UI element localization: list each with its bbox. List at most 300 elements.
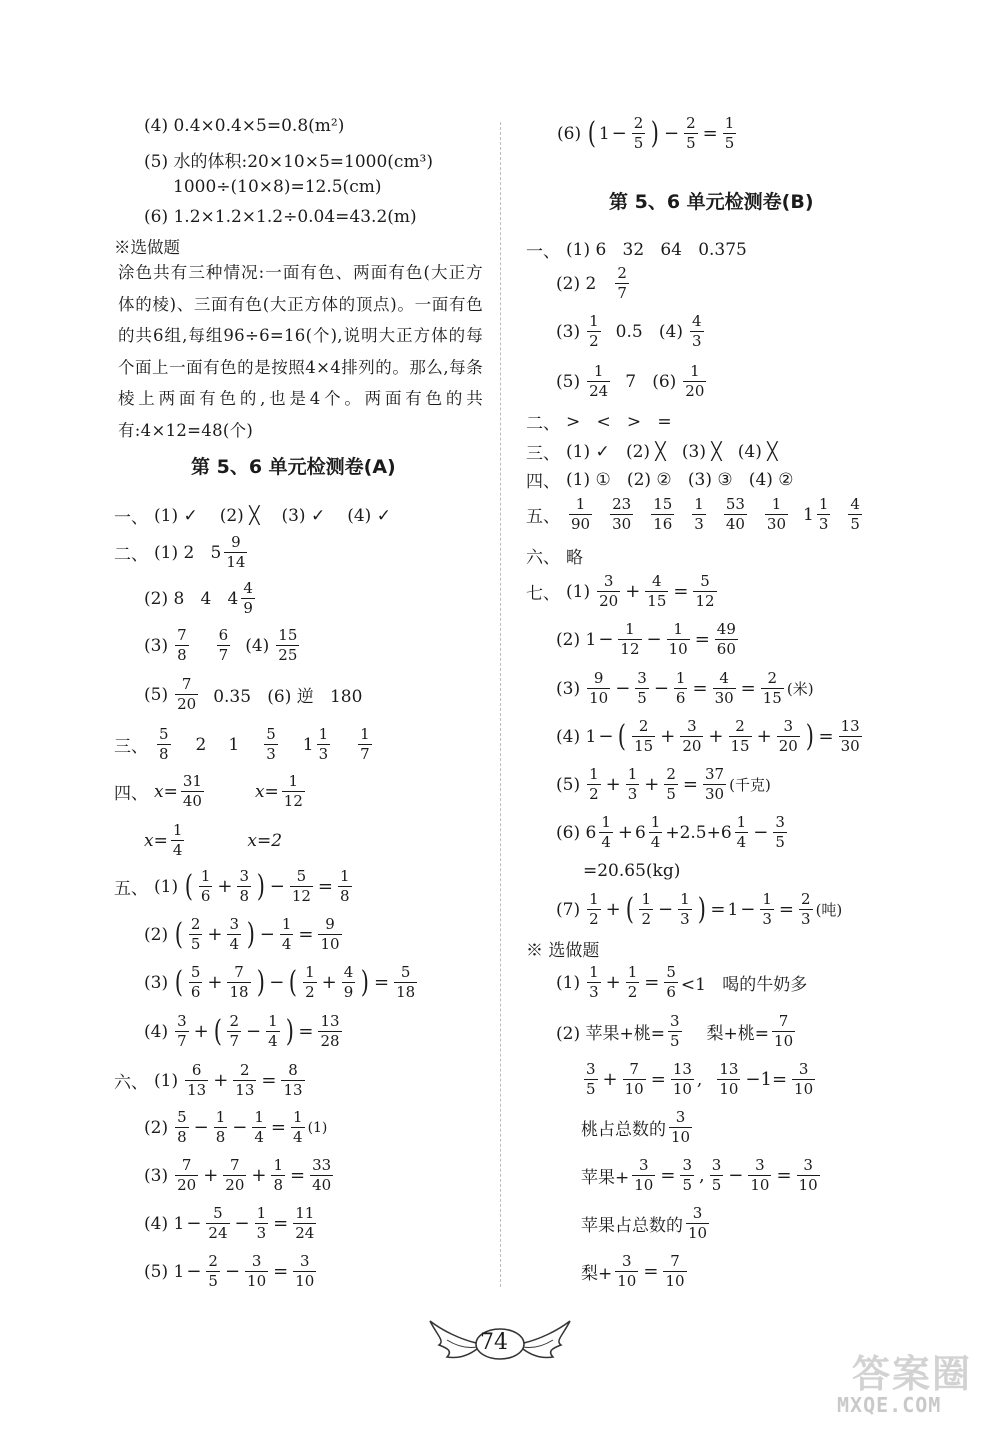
numerator: 7 <box>670 1252 680 1270</box>
answer-text: 0.35 (6) 逆 180 <box>213 687 363 707</box>
fraction <box>587 965 601 1000</box>
answer-text: 略 <box>566 548 583 568</box>
answer-text: (6) <box>557 123 582 144</box>
denominator: 4 <box>293 1128 303 1146</box>
fraction <box>223 1158 246 1193</box>
numerator: 1 <box>680 890 690 908</box>
numerator: 1 <box>771 495 782 513</box>
fraction <box>792 1062 815 1097</box>
whole-number: 1 <box>598 123 610 144</box>
numerator: 2 <box>666 765 676 783</box>
denominator: 14 <box>226 553 246 571</box>
a-section-2-row-1 <box>114 535 250 570</box>
a-section-5-row-2: (2) ( $\frac{2}{5}$ + $\frac{3}{4}$ ) − $\frac{1}{4}$ = $\frac{9}{10}$ <box>144 915 340 953</box>
numerator: 13 <box>672 1060 692 1078</box>
fraction <box>175 1014 189 1049</box>
watermark-logo: 答案圈 <box>852 1352 973 1396</box>
denominator: 6 <box>190 983 201 1001</box>
denominator: 10 <box>688 1224 708 1242</box>
numerator: 1 <box>675 669 686 687</box>
denominator: 30 <box>612 515 632 533</box>
numerator: 9 <box>593 669 604 687</box>
numerator: 1 <box>172 821 183 839</box>
denominator: 3 <box>762 910 772 928</box>
numerator: 1 <box>589 890 599 908</box>
fraction <box>632 719 655 754</box>
fraction <box>358 727 372 762</box>
fraction <box>669 1110 692 1145</box>
a-section-2-row-3 <box>144 628 302 663</box>
numerator: 1 <box>593 362 604 380</box>
answer-text: (5) <box>144 684 169 705</box>
numerator: 2 <box>686 114 696 132</box>
whole-number: 6 <box>634 822 646 843</box>
denominator: 2 <box>627 983 638 1001</box>
numerator: 2 <box>801 890 811 908</box>
answer-text: +2.5+6 <box>665 822 732 843</box>
denominator: 10 <box>665 1272 685 1290</box>
denominator: 4 <box>650 833 661 851</box>
b-optional-row-7: 梨+ $\frac{3}{10}$ = $\frac{7}{10}$ <box>581 1252 685 1290</box>
a-section-4-row-1 <box>114 774 308 809</box>
fraction <box>618 622 641 657</box>
fraction <box>233 1063 256 1098</box>
answer-text: (1) ✓ <box>154 505 198 526</box>
fraction <box>175 628 189 663</box>
b-section-1-row-2 <box>556 266 632 301</box>
fraction <box>729 719 752 754</box>
numerator: 7 <box>181 675 192 693</box>
fraction <box>651 497 674 532</box>
answer-text: 1 <box>228 734 240 755</box>
numerator: 1 <box>601 813 611 831</box>
numerator: 3 <box>239 867 249 885</box>
denominator: 8 <box>215 1128 226 1146</box>
denominator: 20 <box>685 382 705 400</box>
answer-text: 桃占总数的 <box>581 1120 666 1140</box>
numerator: 15 <box>278 626 298 644</box>
a-section-5-row-4: (4) $\frac{3}{7}$ + ( $\frac{2}{7}$ − $\frac{1}{4}$ ) = $\frac{13}{28}$ <box>144 1012 340 1050</box>
fraction <box>569 497 592 532</box>
denominator: 12 <box>695 592 715 610</box>
numerator: 4 <box>343 963 354 981</box>
denominator: 6 <box>666 983 676 1001</box>
numerator: 1 <box>215 1108 226 1126</box>
fraction <box>667 622 690 657</box>
fraction <box>678 892 692 927</box>
denominator: 10 <box>624 1080 644 1098</box>
fraction <box>338 869 352 904</box>
denominator: 3 <box>266 745 276 763</box>
answer-5a <box>144 147 433 172</box>
fraction <box>765 497 788 532</box>
denominator: 30 <box>714 689 734 707</box>
fraction <box>713 671 736 706</box>
numerator: 5 <box>177 1108 187 1126</box>
fraction <box>227 1014 241 1049</box>
denominator: 2 <box>589 332 599 350</box>
denominator: 5 <box>711 1176 722 1194</box>
answer-text: (1) <box>566 581 591 602</box>
fraction <box>266 1014 280 1049</box>
denominator: 5 <box>669 1032 680 1050</box>
a-section-6-row-4: (4) 1 − $\frac{5}{24}$ − $\frac{1}{3}$ = $\frac{11}{24}$ <box>144 1204 315 1242</box>
answer-text: (5) 水的体积:20×10×5=1000(cm³) <box>144 152 434 172</box>
denominator: 15 <box>762 689 782 707</box>
numerator: 7 <box>234 963 244 981</box>
b-section-7-row-1: 七、 (1) $\frac{3}{20}$ + $\frac{4}{15}$ = $\frac{5}{12}$ <box>526 572 715 610</box>
section-label: 二、 <box>526 414 560 434</box>
answer-text: (6) 1.2×1.2×1.2÷0.04=43.2(m) <box>144 207 417 227</box>
a-section-2-row-2 <box>144 581 258 616</box>
denominator: 20 <box>599 592 619 610</box>
numerator: 3 <box>803 1156 813 1174</box>
answer-text: x= <box>154 781 178 802</box>
numerator: 1 <box>690 362 700 380</box>
fraction <box>715 622 738 657</box>
b-optional-label <box>526 936 599 961</box>
numerator: 37 <box>705 765 725 783</box>
fraction <box>686 1206 709 1241</box>
fraction <box>584 1062 598 1097</box>
fraction <box>317 727 331 762</box>
fraction <box>293 1206 316 1241</box>
answer-4 <box>144 116 344 136</box>
fraction <box>761 671 784 706</box>
fraction <box>684 116 698 151</box>
denominator: 8 <box>159 745 169 763</box>
fraction <box>693 574 716 609</box>
numerator: 5 <box>296 867 307 885</box>
section-label: 四、 <box>114 784 148 804</box>
denominator: 20 <box>177 1176 197 1194</box>
denominator: 60 <box>716 640 736 658</box>
denominator: 4 <box>268 1032 278 1050</box>
denominator: 15 <box>634 737 654 755</box>
denominator: 5 <box>637 689 647 707</box>
denominator: 40 <box>182 792 202 810</box>
fraction <box>773 815 787 850</box>
numerator: 5 <box>666 963 676 981</box>
answer-text: (1) ✓ (2) ╳ (3) ╳ (4) ╳ <box>566 441 778 462</box>
numerator: 1 <box>762 890 772 908</box>
denominator: 10 <box>295 1272 315 1290</box>
denominator: 5 <box>682 1176 692 1194</box>
answer-text: (4) 1 <box>144 1213 185 1234</box>
answer-text: (2) <box>144 1117 169 1138</box>
a-section-1 <box>114 503 391 528</box>
answer-text: (1) <box>154 876 179 897</box>
denominator: 2 <box>589 785 599 803</box>
denominator: 10 <box>798 1176 818 1194</box>
fraction <box>626 767 640 802</box>
b-section-3 <box>526 439 778 464</box>
fraction <box>797 1158 820 1193</box>
numerator: 1 <box>288 772 299 790</box>
fraction <box>255 1206 269 1241</box>
numerator: 2 <box>240 1061 250 1079</box>
answer-text: (3) ✓ <box>281 505 326 526</box>
numerator: 2 <box>208 1252 218 1270</box>
numerator: 1 <box>589 312 599 330</box>
a-section-3 <box>114 727 375 762</box>
numerator: 1 <box>627 963 638 981</box>
answer-text: (4) 1 <box>556 726 597 747</box>
denominator: 4 <box>172 841 183 859</box>
section-label: 一、 <box>526 242 560 262</box>
fraction <box>342 965 356 1000</box>
fraction <box>293 1254 316 1289</box>
numerator: 23 <box>612 495 632 513</box>
fraction <box>217 628 231 663</box>
section-label: 二、 <box>114 545 148 565</box>
denominator: 12 <box>283 792 303 810</box>
fraction <box>635 671 649 706</box>
denominator: 8 <box>177 646 187 664</box>
fraction <box>237 869 251 904</box>
numerator: 1 <box>200 867 211 885</box>
fraction <box>597 574 620 609</box>
numerator: 3 <box>637 669 647 687</box>
answer-text: (1) ① (2) ② (3) ③ (4) ② <box>566 469 794 490</box>
denominator: 7 <box>617 284 627 302</box>
fraction <box>587 892 601 927</box>
denominator: 5 <box>633 134 644 152</box>
denominator: 4 <box>736 833 747 851</box>
denominator: 10 <box>794 1080 814 1098</box>
fraction <box>241 581 255 616</box>
answer-text: <1 喝的牛奶多 <box>680 975 808 995</box>
denominator: 4 <box>601 833 611 851</box>
denominator: 5 <box>208 1272 218 1290</box>
fraction <box>703 767 726 802</box>
denominator: 25 <box>278 646 298 664</box>
fraction <box>615 1254 638 1289</box>
denominator: 2 <box>305 983 315 1001</box>
fraction <box>664 767 678 802</box>
answer-text: 苹果+ <box>581 1168 630 1188</box>
denominator: 8 <box>340 887 350 905</box>
fraction <box>668 1014 682 1049</box>
numerator: 1 <box>627 765 638 783</box>
answer-text: , <box>696 1069 703 1090</box>
denominator: 10 <box>719 1080 739 1098</box>
denominator: 20 <box>177 695 197 713</box>
numerator: 5 <box>190 963 201 981</box>
b-section-1-row-5 <box>556 364 709 399</box>
denominator: 10 <box>589 689 609 707</box>
fraction <box>632 1158 655 1193</box>
b-section-5 <box>526 497 865 532</box>
answer-text: (4) <box>245 635 270 656</box>
denominator: 16 <box>653 515 673 533</box>
section-label: 三、 <box>526 444 560 464</box>
b-optional-row-6 <box>581 1206 712 1241</box>
denominator: 3 <box>691 332 702 350</box>
numerator: 1 <box>818 495 829 513</box>
numerator: 13 <box>840 717 860 735</box>
b-optional-row-5: 苹果+ $\frac{3}{10}$ = $\frac{3}{5}$ , $\frac{3}{5}$ − $\frac{3}{10}$ = $\frac{3}{10}$ <box>581 1156 818 1194</box>
numerator: 7 <box>629 1060 639 1078</box>
denominator: 24 <box>295 1224 315 1242</box>
denominator: 10 <box>634 1176 654 1194</box>
fraction <box>276 628 299 663</box>
whole-number: 1 <box>803 504 814 525</box>
answer-text: (5) <box>556 774 581 795</box>
numerator: 1 <box>268 1012 278 1030</box>
denominator: 5 <box>686 134 696 152</box>
a-section-5-row-1: 五、 (1) ( $\frac{1}{6}$ + $\frac{3}{8}$ ) − $\frac{5}{12}$ = $\frac{1}{8}$ <box>114 867 350 905</box>
denominator: 20 <box>682 737 702 755</box>
answer-text: > < > = <box>566 411 672 432</box>
denominator: 13 <box>283 1081 303 1099</box>
numerator: 3 <box>639 1156 649 1174</box>
whole-number: 1 <box>727 899 739 920</box>
numerator: 2 <box>633 114 644 132</box>
fraction <box>281 1063 304 1098</box>
a-section-4-row-2 <box>144 823 282 858</box>
denominator: 15 <box>730 737 750 755</box>
fraction <box>206 1206 229 1241</box>
denominator: 10 <box>617 1272 637 1290</box>
fraction <box>683 364 706 399</box>
denominator: 24 <box>208 1224 228 1242</box>
numerator: 3 <box>622 1252 632 1270</box>
numerator: 13 <box>320 1012 340 1030</box>
fraction <box>663 1254 686 1289</box>
fraction <box>318 917 341 952</box>
b-optional-row-2 <box>556 1014 798 1049</box>
section-label: 七、 <box>526 584 560 604</box>
fraction <box>264 727 278 762</box>
numerator: 3 <box>669 1012 680 1030</box>
fraction <box>394 965 417 1000</box>
answer-text: (4) <box>144 1021 169 1042</box>
numerator: 1 <box>254 1108 264 1126</box>
section-label: 六、 <box>114 1073 148 1093</box>
numerator: 3 <box>798 1060 809 1078</box>
denominator: 7 <box>218 646 229 664</box>
denominator: 10 <box>668 640 688 658</box>
numerator: 4 <box>850 495 860 513</box>
fraction <box>649 815 663 850</box>
numerator: 3 <box>229 915 239 933</box>
answer-text: (2) <box>144 924 169 945</box>
numerator: 5 <box>213 1204 223 1222</box>
fraction <box>214 1110 228 1145</box>
section-title-a: 第 5、6 单元检测卷(A) <box>191 456 396 478</box>
fraction <box>639 892 653 927</box>
fraction <box>245 1254 268 1289</box>
fraction <box>664 965 678 1000</box>
fraction <box>748 1158 771 1193</box>
denominator: 3 <box>680 910 690 928</box>
whole-number: 1 <box>302 734 314 755</box>
fraction <box>615 266 629 301</box>
numerator: 7 <box>181 1156 192 1174</box>
a-section-6-row-3: (3) $\frac{7}{20}$ + $\frac{7}{20}$ + $\frac{1}{8}$ = $\frac{33}{40}$ <box>144 1156 332 1194</box>
answer-text: (吨) <box>815 901 843 919</box>
numerator: 1 <box>305 963 315 981</box>
denominator: 8 <box>273 1176 284 1194</box>
b-section-7-row-6: (6) 6 $\frac{1}{4}$ + 6 $\frac{1}{4}$ +2.5+6 $\frac{1}{4}$ − $\frac{3}{5}$ <box>556 813 785 851</box>
denominator: 30 <box>840 737 860 755</box>
fraction <box>318 1014 341 1049</box>
numerator: 3 <box>300 1252 310 1270</box>
denominator: 7 <box>177 1032 187 1050</box>
fraction <box>777 719 800 754</box>
answer-text: (3) <box>144 972 169 993</box>
b-section-7-row-4: (4) 1 − ( $\frac{2}{15}$ + $\frac{3}{20}$ + $\frac{2}{15}$ + $\frac{3}{20}$ ) = $\frac{13}{30}$ <box>556 717 860 755</box>
fraction <box>310 1158 333 1193</box>
denominator: 4 <box>281 935 292 953</box>
page-number: 74 <box>480 1330 508 1355</box>
answer-text: (千克) <box>729 776 771 794</box>
numerator: 1 <box>724 114 735 132</box>
answer-text: (1) <box>154 1070 179 1091</box>
denominator: 18 <box>229 983 249 1001</box>
numerator: 4 <box>691 312 702 330</box>
fraction <box>724 497 747 532</box>
fraction <box>303 965 317 1000</box>
fraction <box>817 497 831 532</box>
answer-text: (2) 苹果+桃= <box>556 1024 665 1044</box>
fraction <box>175 677 198 712</box>
b-section-7-row-2: (2) 1 − $\frac{1}{12}$ − $\frac{1}{10}$ = $\frac{49}{60}$ <box>556 620 736 658</box>
numerator: 6 <box>191 1061 202 1079</box>
watermark <box>827 1343 992 1425</box>
fraction <box>623 1062 646 1097</box>
numerator: 53 <box>725 495 745 513</box>
denominator: 5 <box>850 515 860 533</box>
numerator: 9 <box>231 533 241 551</box>
numerator: 4 <box>652 572 662 590</box>
section-label: 五、 <box>526 507 560 527</box>
numerator: 2 <box>638 717 649 735</box>
denominator: 5 <box>666 785 676 803</box>
numerator: 1 <box>293 1108 303 1126</box>
denominator: 30 <box>705 785 725 803</box>
answer-text: (1) 6 32 64 0.375 <box>566 239 747 260</box>
numerator: 13 <box>719 1060 739 1078</box>
optional-paragraph: 涂色共有三种情况:一面有色、两面有色(大正方体的棱)、三面有色(大正方体的顶点)。一面有色的共6组,每组96÷6=16(个),说明大正方体的每个面上一面有色的是按照4×4排列的。那么,每条棱上两面有色的,也是4个。两面有色的共有:4×12=48(个) <box>118 263 483 440</box>
fraction <box>587 767 601 802</box>
fraction <box>671 1062 694 1097</box>
fraction <box>839 719 862 754</box>
fraction <box>227 965 250 1000</box>
denominator: 3 <box>801 910 811 928</box>
denominator: 28 <box>320 1032 340 1050</box>
b-section-4 <box>526 467 794 492</box>
fraction <box>680 1158 694 1193</box>
answer-text: x= <box>254 781 279 802</box>
numerator: 4 <box>719 669 729 687</box>
denominator: 3 <box>256 1224 267 1242</box>
fraction <box>271 1158 285 1193</box>
denominator: 9 <box>343 983 354 1001</box>
numerator: 1 <box>340 867 350 885</box>
fraction <box>692 497 706 532</box>
denominator: 10 <box>672 1080 692 1098</box>
denominator: 8 <box>177 1128 187 1146</box>
answer-text: (6) 6 <box>556 822 597 843</box>
fraction <box>587 314 601 349</box>
b-section-7-row-7: (7) $\frac{1}{2}$ + ( $\frac{1}{2}$ − $\frac{1}{3}$ ) = 1 − $\frac{1}{3}$ = $\frac{2}{3}$ (吨) <box>556 890 843 928</box>
denominator: 18 <box>396 983 416 1001</box>
numerator: 5 <box>266 725 276 743</box>
numerator: 49 <box>716 620 736 638</box>
section-label: 一、 <box>114 508 148 528</box>
